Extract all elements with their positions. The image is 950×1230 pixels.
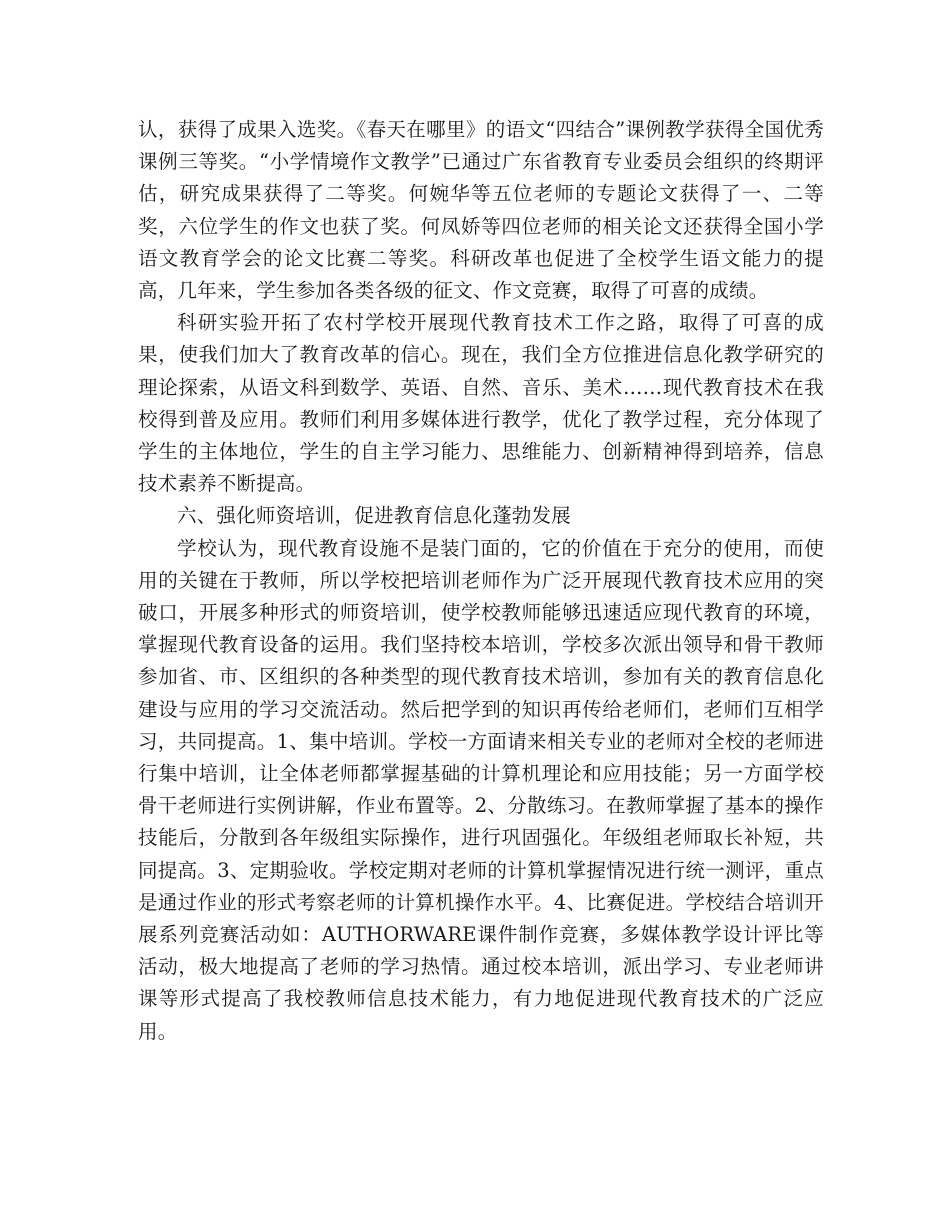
paragraph-results-awards: 认，获得了成果入选奖。《春天在哪里》的语文“四结合”课例教学获得全国优秀课例三等奖。“小学情境作文教学”已通过广东省教育专业委员会组织的终期评估，研究成果获得了二等奖。何婉华等五位老师的专题论文获得了一、二等奖，六位学生的作文也获了奖。何凤娇等四位老师的相关论文还获得全国小学语文教育学会的论文比赛二等奖。科研改革也促进了全校学生语文能力的提高，几年来，学生参加各类各级的征文、作文竞赛，取得了可喜的成绩。: [138, 118, 824, 303]
section-heading-teacher-training: 六、强化师资培训，促进教育信息化蓬勃发展: [177, 504, 572, 528]
document-body: [138, 114, 824, 1048]
paragraph-teacher-training: 学校认为，现代教育设施不是装门面的，它的价值在于充分的使用，而使用的关键在于教师，所以学校把培训老师作为广泛开展现代教育技术应用的突破口，开展多种形式的师资培训，使学校教师能够迅速适应现代教育的环境，掌握现代教育设备的运用。我们坚持校本培训，学校多次派出领导和骨干教师参加省、市、区组织的各种类型的现代教育技术培训，参加有关的教育信息化建设与应用的学习交流活动。然后把学到的知识再传给老师们，老师们互相学习，共同提高。1、集中培训。学校一方面请来相关专业的老师对全校的老师进行集中培训，让全体老师都掌握基础的计算机理论和应用技能；另一方面学校骨干老师进行实例讲解，作业布置等。2、分散练习。在教师掌握了基本的操作技能后，分散到各年级组实际操作，进行巩固强化。年级组老师取长补短，共同提高。3、定期验收。学校定期对老师的计算机掌握情况进行统一测评，重点是通过作业的形式考察老师的计算机操作水平。4、比赛促进。学校结合培训开展系列竞赛活动如：AUTHORWARE课件制作竞赛，多媒体教学设计评比等活动，极大地提高了老师的学习热情。通过校本培训，派出学习、专业老师讲课等形式提高了我校教师信息技术能力，有力地促进现代教育技术的广泛应用。: [138, 536, 824, 1043]
paragraph-research-experiment: 科研实验开拓了农村学校开展现代教育技术工作之路，取得了可喜的成果，使我们加大了教育改革的信心。现在，我们全方位推进信息化教学研究的理论探索，从语文科到数学、英语、自然、音乐、美术……现代教育技术在我校得到普及应用。教师们利用多媒体进行教学，优化了教学过程，充分体现了学生的主体地位，学生的自主学习能力、思维能力、创新精神得到培养，信息技术素养不断提高。: [138, 311, 824, 496]
